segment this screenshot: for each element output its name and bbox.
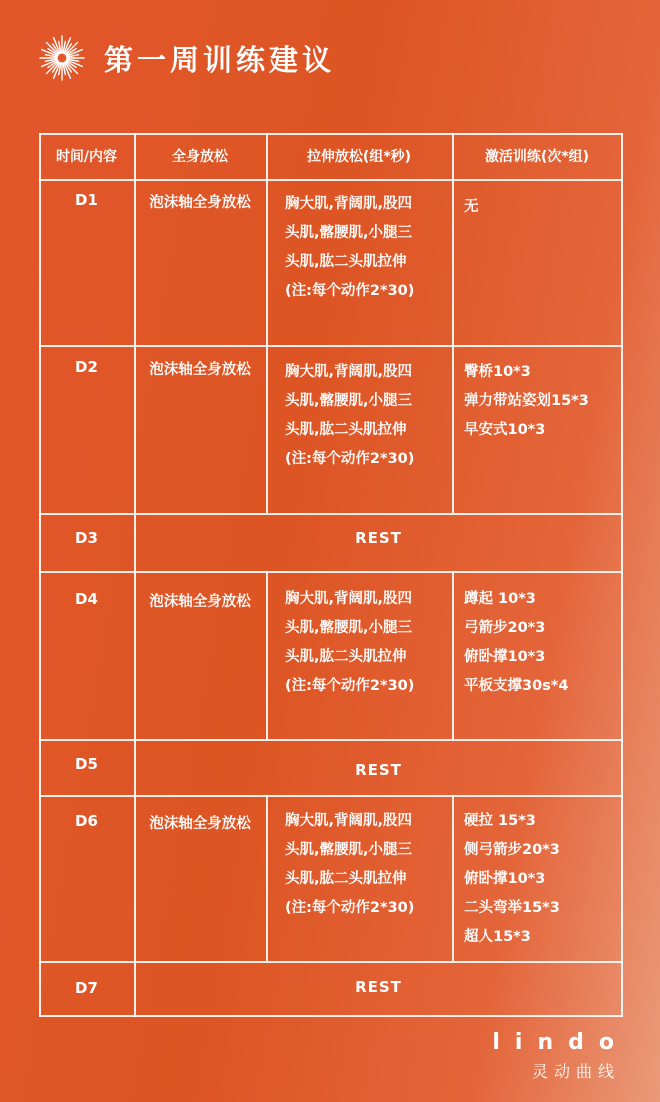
rest-label: REST [355, 529, 402, 547]
relax-cell: 泡沫轴全身放松 [149, 362, 251, 378]
brand-name-en: lindo [492, 1030, 629, 1055]
stretch-cell: 胸大肌,背阔肌,股四 头肌,髂腰肌,小腿三 头肌,肱二头肌拉伸 (注:每个动作2*30) [285, 364, 415, 467]
header-stretch: 拉伸放松(组*秒) [306, 149, 412, 165]
day-label: D7 [75, 979, 98, 997]
sunburst-icon [38, 34, 86, 82]
header-activation: 激活训练(次*组) [484, 149, 590, 165]
stretch-cell: 胸大肌,背阔肌,股四 头肌,髂腰肌,小腿三 头肌,肱二头肌拉伸 (注:每个动作2*30) [285, 813, 415, 916]
activation-cell: 臀桥10*3 弹力带站姿划15*3 早安式10*3 [464, 364, 589, 438]
day-label: D3 [75, 529, 98, 547]
day-label: D5 [75, 755, 98, 773]
header-time: 时间/内容 [55, 149, 118, 165]
stretch-cell: 胸大肌,背阔肌,股四 头肌,髂腰肌,小腿三 头肌,肱二头肌拉伸 (注:每个动作2*30) [285, 591, 415, 694]
day-label: D1 [75, 191, 98, 209]
day-label: D6 [75, 812, 98, 830]
activation-cell: 蹲起 10*3 弓箭步20*3 俯卧撑10*3 平板支撑30s*4 [464, 591, 569, 694]
header-relax: 全身放松 [172, 149, 228, 165]
relax-cell: 泡沫轴全身放松 [149, 195, 251, 211]
brand-name-zh: 灵动曲线 [531, 1062, 620, 1081]
day-label: D2 [75, 358, 98, 376]
rest-label: REST [355, 978, 402, 996]
day-label: D4 [75, 590, 98, 608]
rest-label: REST [355, 761, 402, 779]
brand-logo [492, 1030, 629, 1082]
stretch-cell: 胸大肌,背阔肌,股四 头肌,髂腰肌,小腿三 头肌,肱二头肌拉伸 (注:每个动作2*30) [285, 196, 415, 299]
activation-cell: 硬拉 15*3 侧弓箭步20*3 俯卧撑10*3 二头弯举15*3 超人15*3 [464, 813, 560, 945]
relax-cell: 泡沫轴全身放松 [149, 594, 251, 610]
page-header [38, 34, 335, 82]
activation-cell: 无 [464, 199, 479, 215]
schedule-table [39, 133, 623, 1017]
page-title: 第一周训练建议 [104, 42, 336, 77]
relax-cell: 泡沫轴全身放松 [149, 816, 251, 832]
